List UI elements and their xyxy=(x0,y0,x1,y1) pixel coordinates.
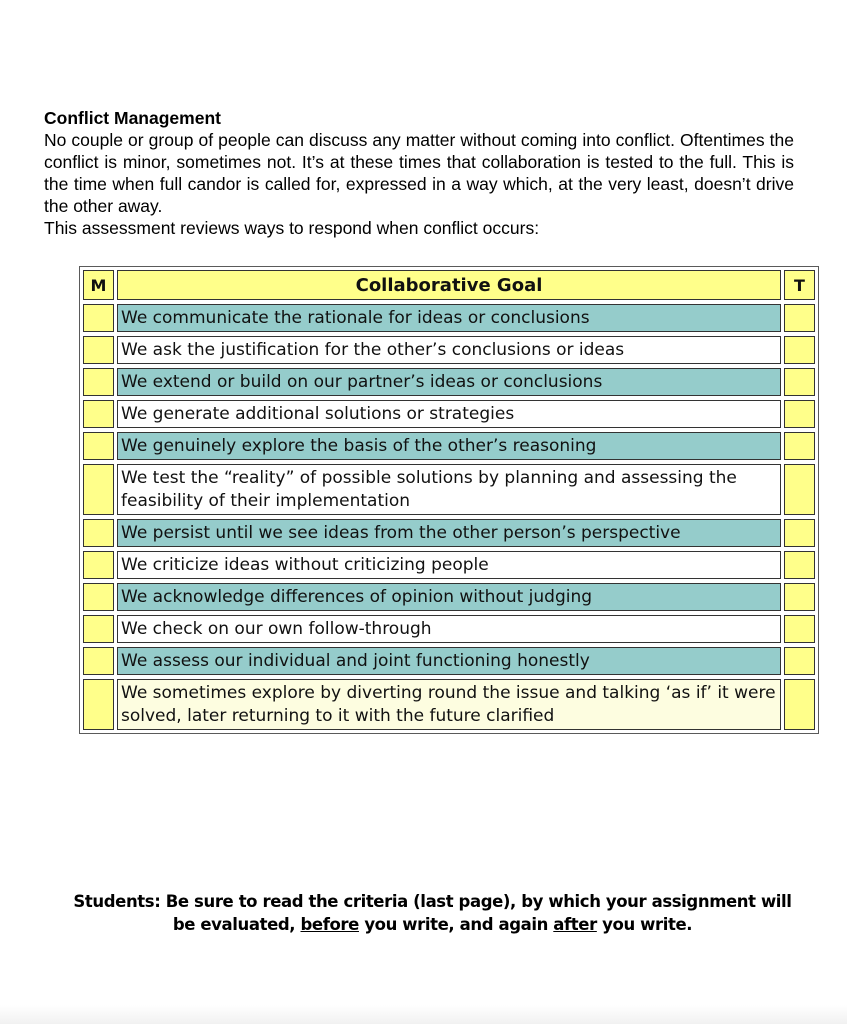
table-body xyxy=(83,304,815,730)
m-checkbox-cell[interactable] xyxy=(83,615,114,643)
note-after: after xyxy=(553,915,597,934)
m-checkbox-cell[interactable] xyxy=(83,400,114,428)
m-checkbox-cell[interactable] xyxy=(83,647,114,675)
table-row xyxy=(83,464,815,515)
table-row xyxy=(83,551,815,579)
note-text-2: you write, and again xyxy=(358,915,554,934)
m-checkbox-cell[interactable] xyxy=(83,464,114,515)
table-row xyxy=(83,432,815,460)
t-checkbox-cell[interactable] xyxy=(784,464,815,515)
column-header-goal: Collaborative Goal xyxy=(117,270,781,300)
table-row xyxy=(83,519,815,547)
goal-text: We criticize ideas without criticizing people xyxy=(117,551,781,579)
note-before: before xyxy=(300,915,359,934)
assessment-table xyxy=(79,266,819,734)
m-checkbox-cell[interactable] xyxy=(83,679,114,730)
table-header-row xyxy=(83,270,815,300)
table-row xyxy=(83,583,815,611)
m-checkbox-cell[interactable] xyxy=(83,519,114,547)
goal-text: We sometimes explore by diverting round the issue and talking ‘as if’ it were solved, later returning to it with the future clarified xyxy=(117,679,781,730)
table-row xyxy=(83,368,815,396)
m-checkbox-cell[interactable] xyxy=(83,432,114,460)
section-title: Conflict Management xyxy=(44,108,221,128)
goal-text: We persist until we see ideas from the other person’s perspective xyxy=(117,519,781,547)
goal-text: We ask the justification for the other’s conclusions or ideas xyxy=(117,336,781,364)
t-checkbox-cell[interactable] xyxy=(784,432,815,460)
table-row xyxy=(83,336,815,364)
t-checkbox-cell[interactable] xyxy=(784,519,815,547)
table-row xyxy=(83,400,815,428)
table-row xyxy=(83,304,815,332)
t-checkbox-cell[interactable] xyxy=(784,647,815,675)
m-checkbox-cell[interactable] xyxy=(83,368,114,396)
t-checkbox-cell[interactable] xyxy=(784,551,815,579)
t-checkbox-cell[interactable] xyxy=(784,615,815,643)
t-checkbox-cell[interactable] xyxy=(784,583,815,611)
goal-text: We assess our individual and joint functioning honestly xyxy=(117,647,781,675)
note-text-1: Students: Be sure to read the criteria (last page), by which your assignment will be evaluated, xyxy=(73,892,792,934)
column-header-m: M xyxy=(83,270,114,300)
page-bottom-edge xyxy=(0,1005,847,1024)
goal-text: We acknowledge differences of opinion without judging xyxy=(117,583,781,611)
goal-text: We communicate the rationale for ideas or conclusions xyxy=(117,304,781,332)
column-header-t: T xyxy=(784,270,815,300)
intro-line: This assessment reviews ways to respond when conflict occurs: xyxy=(44,218,540,238)
m-checkbox-cell[interactable] xyxy=(83,583,114,611)
goal-text: We test the “reality” of possible solutions by planning and assessing the feasibility of their implementation xyxy=(117,464,781,515)
table-row xyxy=(83,615,815,643)
t-checkbox-cell[interactable] xyxy=(784,336,815,364)
t-checkbox-cell[interactable] xyxy=(784,304,815,332)
goal-text: We genuinely explore the basis of the other’s reasoning xyxy=(117,432,781,460)
m-checkbox-cell[interactable] xyxy=(83,551,114,579)
t-checkbox-cell[interactable] xyxy=(784,368,815,396)
note-text-3: you write. xyxy=(596,915,693,934)
goal-text: We extend or build on our partner’s ideas or conclusions xyxy=(117,368,781,396)
m-checkbox-cell[interactable] xyxy=(83,304,114,332)
student-note xyxy=(60,890,805,936)
intro-paragraph: No couple or group of people can discuss any matter without coming into conflict. Oftentimes the conflict is minor, sometimes not. It’s at these times that collaboration is tested to the full. This is the time when full candor is called for, expressed in a way which, at the very least, doesn’t drive the other away. xyxy=(44,130,794,216)
intro-section xyxy=(44,107,794,239)
m-checkbox-cell[interactable] xyxy=(83,336,114,364)
table-row xyxy=(83,647,815,675)
t-checkbox-cell[interactable] xyxy=(784,400,815,428)
t-checkbox-cell[interactable] xyxy=(784,679,815,730)
goal-text: We generate additional solutions or strategies xyxy=(117,400,781,428)
table-row xyxy=(83,679,815,730)
goal-text: We check on our own follow-through xyxy=(117,615,781,643)
